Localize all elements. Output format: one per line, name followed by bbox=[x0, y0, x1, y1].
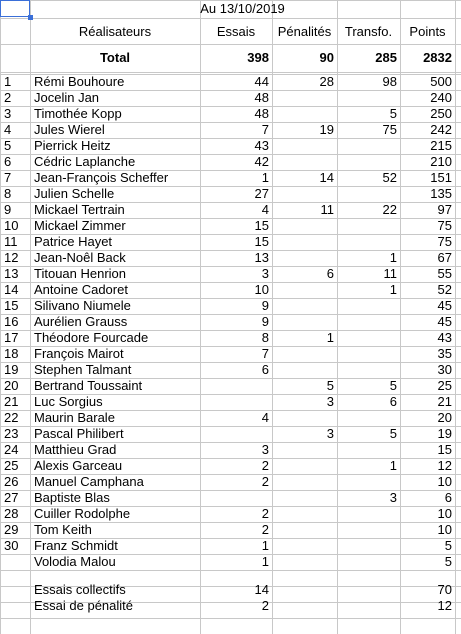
player-penalites[interactable]: 11 bbox=[320, 202, 334, 217]
player-name[interactable]: Pascal Philibert bbox=[34, 426, 124, 441]
player-name[interactable]: Baptiste Blas bbox=[34, 490, 110, 505]
row-rank[interactable]: 11 bbox=[4, 234, 18, 249]
player-transfo[interactable]: 6 bbox=[389, 394, 397, 409]
player-essais[interactable]: 7 bbox=[261, 346, 269, 361]
player-essais[interactable]: 13 bbox=[254, 250, 269, 265]
player-points[interactable]: 500 bbox=[430, 74, 452, 89]
player-essais[interactable]: 1 bbox=[261, 554, 269, 569]
player-penalites[interactable]: 3 bbox=[326, 394, 334, 409]
row-rank[interactable]: 1 bbox=[4, 74, 12, 89]
row-rank[interactable]: 14 bbox=[4, 282, 19, 297]
player-penalites[interactable] bbox=[272, 218, 337, 234]
player-transfo[interactable]: 5 bbox=[389, 106, 397, 121]
player-transfo[interactable]: 1 bbox=[389, 458, 397, 473]
player-transfo[interactable] bbox=[337, 554, 400, 570]
footer-row-name[interactable]: Essai de pénalité bbox=[34, 598, 134, 613]
row-rank[interactable]: 13 bbox=[4, 266, 19, 281]
player-name[interactable]: Antoine Cadoret bbox=[34, 282, 128, 297]
player-name[interactable]: Jules Wierel bbox=[34, 122, 105, 137]
grid-row-line bbox=[0, 72, 461, 73]
player-penalites[interactable] bbox=[272, 362, 337, 378]
player-transfo[interactable]: 11 bbox=[383, 266, 397, 281]
player-name[interactable]: Jean-François Scheffer bbox=[34, 170, 169, 185]
player-transfo[interactable] bbox=[337, 90, 400, 106]
row-rank[interactable]: 24 bbox=[4, 442, 19, 457]
row-rank[interactable]: 15 bbox=[4, 298, 19, 313]
row-rank[interactable]: 7 bbox=[4, 170, 12, 185]
date-header[interactable]: Au 13/10/2019 bbox=[200, 1, 285, 16]
player-penalites[interactable] bbox=[272, 458, 337, 474]
player-points[interactable]: 45 bbox=[437, 314, 452, 329]
player-essais[interactable]: 43 bbox=[254, 138, 269, 153]
player-penalites[interactable] bbox=[272, 186, 337, 202]
player-points[interactable]: 10 bbox=[437, 522, 452, 537]
player-points[interactable]: 20 bbox=[437, 410, 452, 425]
row-rank[interactable]: 5 bbox=[4, 138, 12, 153]
player-points[interactable]: 21 bbox=[437, 394, 452, 409]
grid-row-line bbox=[0, 570, 461, 571]
player-essais[interactable]: 44 bbox=[254, 74, 269, 89]
player-penalites[interactable] bbox=[272, 506, 337, 522]
player-essais[interactable]: 9 bbox=[261, 314, 269, 329]
player-transfo[interactable] bbox=[337, 442, 400, 458]
player-transfo[interactable]: 98 bbox=[382, 74, 397, 89]
row-rank[interactable]: 28 bbox=[4, 506, 19, 521]
player-essais[interactable]: 2 bbox=[261, 522, 269, 537]
player-name[interactable]: Jean-Noêl Back bbox=[34, 250, 126, 265]
total-points[interactable]: 2832 bbox=[423, 50, 452, 65]
row-rank[interactable]: 10 bbox=[4, 218, 19, 233]
row-rank[interactable]: 12 bbox=[4, 250, 19, 265]
player-essais[interactable]: 10 bbox=[254, 282, 269, 297]
player-name[interactable]: Cédric Laplanche bbox=[34, 154, 136, 169]
player-essais[interactable]: 6 bbox=[261, 362, 269, 377]
player-penalites[interactable] bbox=[272, 250, 337, 266]
player-transfo[interactable] bbox=[337, 218, 400, 234]
player-points[interactable]: 135 bbox=[430, 186, 452, 201]
player-name[interactable]: Volodia Malou bbox=[34, 554, 116, 569]
row-rank[interactable]: 3 bbox=[4, 106, 12, 121]
player-penalites[interactable] bbox=[272, 234, 337, 250]
player-name[interactable]: Tom Keith bbox=[34, 522, 92, 537]
row-rank[interactable]: 27 bbox=[4, 490, 19, 505]
player-name[interactable]: Timothée Kopp bbox=[34, 106, 122, 121]
player-penalites[interactable] bbox=[272, 538, 337, 554]
player-name[interactable]: Mickael Zimmer bbox=[34, 218, 126, 233]
player-penalites[interactable]: 19 bbox=[319, 122, 334, 137]
row-rank[interactable] bbox=[4, 554, 30, 570]
row-rank[interactable]: 20 bbox=[4, 378, 19, 393]
player-penalites[interactable] bbox=[272, 106, 337, 122]
footer-row-essais[interactable]: 2 bbox=[261, 598, 269, 613]
player-name[interactable]: Franz Schmidt bbox=[34, 538, 118, 553]
player-name[interactable]: Alexis Garceau bbox=[34, 458, 123, 473]
player-transfo[interactable] bbox=[337, 362, 400, 378]
total-penalites[interactable]: 90 bbox=[319, 50, 334, 65]
player-penalites[interactable]: 1 bbox=[326, 330, 334, 345]
player-transfo[interactable] bbox=[337, 186, 400, 202]
footer-row-points[interactable]: 12 bbox=[437, 598, 452, 613]
player-name[interactable]: Cuiller Rodolphe bbox=[34, 506, 131, 521]
player-penalites[interactable]: 5 bbox=[326, 378, 334, 393]
row-rank[interactable]: 6 bbox=[4, 154, 12, 169]
row-rank[interactable]: 22 bbox=[4, 410, 19, 425]
player-transfo[interactable]: 1 bbox=[389, 282, 397, 297]
row-rank[interactable]: 17 bbox=[4, 330, 19, 345]
player-name[interactable]: Matthieu Grad bbox=[34, 442, 117, 457]
player-name[interactable]: Manuel Camphana bbox=[34, 474, 144, 489]
row-rank[interactable]: 21 bbox=[4, 394, 19, 409]
player-transfo[interactable]: 5 bbox=[389, 378, 397, 393]
player-essais[interactable]: 27 bbox=[254, 186, 269, 201]
player-name[interactable]: Rémi Bouhoure bbox=[34, 74, 125, 89]
player-essais[interactable]: 2 bbox=[261, 458, 269, 473]
player-penalites[interactable]: 14 bbox=[319, 170, 334, 185]
player-points[interactable]: 5 bbox=[444, 538, 452, 553]
player-points[interactable]: 43 bbox=[437, 330, 452, 345]
player-points[interactable]: 55 bbox=[437, 266, 452, 281]
player-points[interactable]: 242 bbox=[430, 122, 452, 137]
player-essais[interactable] bbox=[200, 490, 272, 506]
player-transfo[interactable] bbox=[337, 154, 400, 170]
player-essais[interactable]: 2 bbox=[261, 474, 269, 489]
player-transfo[interactable] bbox=[337, 314, 400, 330]
player-essais[interactable]: 42 bbox=[254, 154, 269, 169]
selected-cell[interactable] bbox=[0, 0, 30, 17]
player-penalites[interactable]: 3 bbox=[326, 426, 334, 441]
row-rank[interactable]: 30 bbox=[4, 538, 19, 553]
player-essais[interactable]: 15 bbox=[254, 218, 269, 233]
player-essais[interactable]: 48 bbox=[254, 90, 269, 105]
player-points[interactable]: 250 bbox=[430, 106, 452, 121]
player-penalites[interactable] bbox=[272, 442, 337, 458]
player-transfo[interactable] bbox=[337, 506, 400, 522]
player-name[interactable]: Théodore Fourcade bbox=[34, 330, 149, 345]
player-transfo[interactable]: 22 bbox=[382, 202, 397, 217]
player-penalites[interactable] bbox=[272, 314, 337, 330]
player-transfo[interactable] bbox=[337, 138, 400, 154]
player-points[interactable]: 15 bbox=[437, 442, 452, 457]
player-points[interactable]: 67 bbox=[437, 250, 452, 265]
total-label[interactable]: Total bbox=[99, 50, 131, 65]
player-penalites[interactable] bbox=[272, 298, 337, 314]
player-transfo[interactable]: 5 bbox=[389, 426, 397, 441]
player-points[interactable]: 240 bbox=[430, 90, 452, 105]
player-essais[interactable]: 3 bbox=[261, 266, 269, 281]
column-header-transfo[interactable]: Transfo. bbox=[344, 24, 393, 39]
player-penalites[interactable] bbox=[272, 138, 337, 154]
player-points[interactable]: 12 bbox=[437, 458, 452, 473]
player-essais[interactable] bbox=[200, 426, 272, 442]
footer-row-points[interactable]: 70 bbox=[437, 582, 452, 597]
player-name[interactable]: Patrice Hayet bbox=[34, 234, 113, 249]
player-name[interactable]: Maurin Barale bbox=[34, 410, 115, 425]
row-rank[interactable]: 18 bbox=[4, 346, 19, 361]
player-points[interactable]: 75 bbox=[437, 218, 452, 233]
player-points[interactable]: 10 bbox=[437, 506, 452, 521]
player-transfo[interactable] bbox=[337, 234, 400, 250]
row-rank[interactable]: 8 bbox=[4, 186, 12, 201]
player-points[interactable]: 52 bbox=[437, 282, 452, 297]
row-rank[interactable]: 29 bbox=[4, 522, 19, 537]
player-points[interactable]: 75 bbox=[437, 234, 452, 249]
player-name[interactable]: Julien Schelle bbox=[34, 186, 115, 201]
player-transfo[interactable]: 3 bbox=[389, 490, 397, 505]
player-name[interactable]: François Mairot bbox=[34, 346, 124, 361]
footer-row-essais[interactable]: 14 bbox=[254, 582, 269, 597]
player-name[interactable]: Stephen Talmant bbox=[34, 362, 132, 377]
player-points[interactable]: 35 bbox=[437, 346, 452, 361]
player-essais[interactable]: 15 bbox=[254, 234, 269, 249]
player-points[interactable]: 215 bbox=[430, 138, 452, 153]
row-rank[interactable]: 16 bbox=[4, 314, 19, 329]
player-transfo[interactable]: 1 bbox=[389, 250, 397, 265]
player-transfo[interactable] bbox=[337, 330, 400, 346]
player-penalites[interactable] bbox=[272, 554, 337, 570]
player-points[interactable]: 5 bbox=[444, 554, 452, 569]
row-rank[interactable]: 25 bbox=[4, 458, 19, 473]
player-name[interactable]: Luc Sorgius bbox=[34, 394, 103, 409]
column-header-realisateurs[interactable]: Réalisateurs bbox=[78, 24, 152, 39]
row-rank[interactable]: 19 bbox=[4, 362, 19, 377]
player-penalites[interactable]: 28 bbox=[319, 74, 334, 89]
player-essais[interactable]: 1 bbox=[261, 538, 269, 553]
player-penalites[interactable] bbox=[272, 282, 337, 298]
row-rank[interactable]: 2 bbox=[4, 90, 12, 105]
player-transfo[interactable] bbox=[337, 538, 400, 554]
total-transfo[interactable]: 285 bbox=[375, 50, 397, 65]
player-name[interactable]: Silivano Niumele bbox=[34, 298, 131, 313]
player-essais[interactable]: 2 bbox=[261, 506, 269, 521]
player-name[interactable]: Aurélien Grauss bbox=[34, 314, 128, 329]
player-name[interactable]: Titouan Henrion bbox=[34, 266, 127, 281]
player-points[interactable]: 45 bbox=[437, 298, 452, 313]
player-name[interactable]: Jocelin Jan bbox=[34, 90, 100, 105]
player-penalites[interactable]: 6 bbox=[326, 266, 334, 281]
footer-row-name[interactable]: Essais collectifs bbox=[34, 582, 126, 597]
player-points[interactable]: 151 bbox=[430, 170, 452, 185]
player-name[interactable]: Bertrand Toussaint bbox=[34, 378, 143, 393]
player-points[interactable]: 97 bbox=[437, 202, 452, 217]
player-essais[interactable] bbox=[200, 378, 272, 394]
player-name[interactable]: Mickael Tertrain bbox=[34, 202, 125, 217]
player-penalites[interactable] bbox=[272, 522, 337, 538]
player-points[interactable]: 25 bbox=[437, 378, 452, 393]
player-essais[interactable] bbox=[200, 394, 272, 410]
player-essais[interactable]: 1 bbox=[261, 170, 269, 185]
player-transfo[interactable] bbox=[337, 474, 400, 490]
row-rank[interactable]: 26 bbox=[4, 474, 19, 489]
player-points[interactable]: 19 bbox=[437, 426, 452, 441]
player-transfo[interactable]: 52 bbox=[382, 170, 397, 185]
player-penalites[interactable] bbox=[272, 490, 337, 506]
column-header-points[interactable]: Points bbox=[409, 24, 446, 39]
player-transfo[interactable] bbox=[337, 410, 400, 426]
player-penalites[interactable] bbox=[272, 90, 337, 106]
player-essais[interactable]: 9 bbox=[261, 298, 269, 313]
player-penalites[interactable] bbox=[272, 154, 337, 170]
player-essais[interactable]: 8 bbox=[261, 330, 269, 345]
player-penalites[interactable] bbox=[272, 410, 337, 426]
row-rank[interactable]: 23 bbox=[4, 426, 19, 441]
player-points[interactable]: 210 bbox=[430, 154, 452, 169]
grid-row-line bbox=[0, 618, 461, 619]
column-header-penalites[interactable]: Pénalités bbox=[277, 24, 332, 39]
player-points[interactable]: 10 bbox=[437, 474, 452, 489]
player-name[interactable]: Pierrick Heitz bbox=[34, 138, 111, 153]
player-points[interactable]: 6 bbox=[444, 490, 452, 505]
player-essais[interactable]: 4 bbox=[261, 202, 269, 217]
player-transfo[interactable] bbox=[337, 522, 400, 538]
player-essais[interactable]: 3 bbox=[261, 442, 269, 457]
player-transfo[interactable]: 75 bbox=[382, 122, 397, 137]
player-points[interactable]: 30 bbox=[437, 362, 452, 377]
player-essais[interactable]: 48 bbox=[254, 106, 269, 121]
column-header-essais[interactable]: Essais bbox=[216, 24, 256, 39]
total-essais[interactable]: 398 bbox=[247, 50, 269, 65]
player-penalites[interactable] bbox=[272, 346, 337, 362]
row-rank[interactable]: 9 bbox=[4, 202, 12, 217]
player-essais[interactable]: 4 bbox=[261, 410, 269, 425]
player-transfo[interactable] bbox=[337, 298, 400, 314]
player-penalites[interactable] bbox=[272, 474, 337, 490]
player-transfo[interactable] bbox=[337, 346, 400, 362]
row-rank[interactable]: 4 bbox=[4, 122, 12, 137]
player-essais[interactable]: 7 bbox=[261, 122, 269, 137]
